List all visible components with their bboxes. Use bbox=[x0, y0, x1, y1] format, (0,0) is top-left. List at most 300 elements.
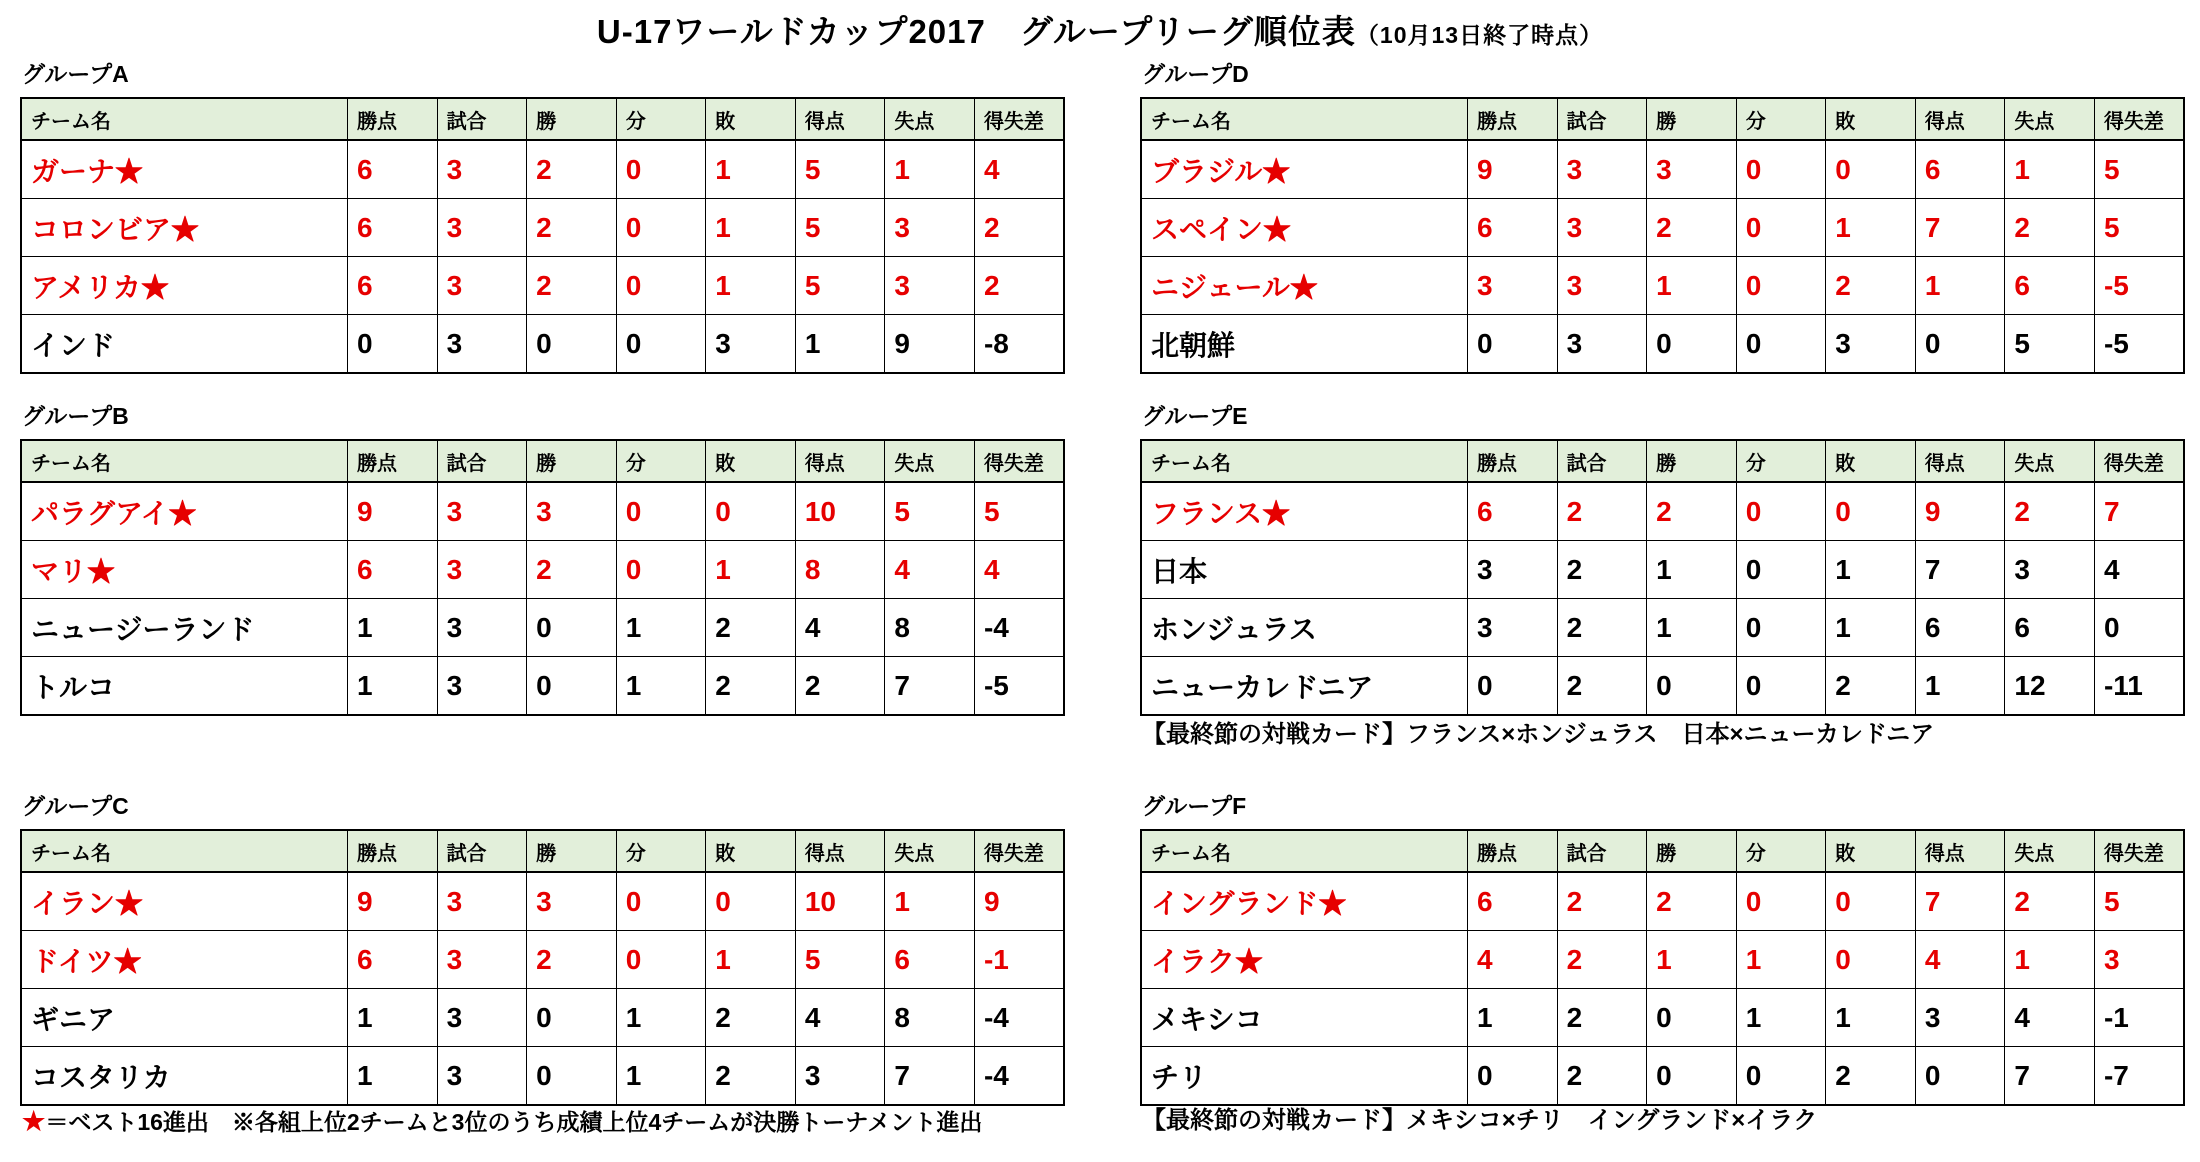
stat-cell: 2 bbox=[974, 257, 1064, 315]
stat-cell: 2 bbox=[2005, 199, 2095, 257]
stat-cell: 0 bbox=[2094, 599, 2184, 657]
stat-cell: 0 bbox=[1468, 657, 1558, 716]
team-row bbox=[21, 989, 1064, 1047]
stat-cell: 5 bbox=[2005, 315, 2095, 374]
stat-cell: -5 bbox=[2094, 315, 2184, 374]
stat-cell: 1 bbox=[1915, 657, 2005, 716]
stat-cell: 0 bbox=[527, 989, 617, 1047]
stat-cell: 0 bbox=[1736, 482, 1826, 541]
stat-cell: 1 bbox=[706, 257, 796, 315]
column-header: 得点 bbox=[795, 830, 885, 872]
stat-cell: 2 bbox=[1647, 199, 1737, 257]
team-name-cell: パラグアイ★ bbox=[21, 482, 348, 541]
stat-cell: 2 bbox=[1557, 1047, 1647, 1106]
team-row bbox=[21, 140, 1064, 199]
stat-cell: 1 bbox=[616, 989, 706, 1047]
stat-cell: 0 bbox=[527, 657, 617, 716]
stat-cell: 2 bbox=[527, 257, 617, 315]
stat-cell: 1 bbox=[348, 989, 438, 1047]
stat-cell: 2 bbox=[706, 989, 796, 1047]
team-row bbox=[1141, 989, 2184, 1047]
stat-cell: 5 bbox=[2094, 872, 2184, 931]
stat-cell: 3 bbox=[1468, 541, 1558, 599]
column-header: 勝点 bbox=[348, 440, 438, 482]
stat-cell: 3 bbox=[1468, 257, 1558, 315]
column-header: 試合 bbox=[1557, 98, 1647, 140]
column-header: 敗 bbox=[1826, 440, 1916, 482]
stat-cell: 6 bbox=[1468, 872, 1558, 931]
stat-cell: 3 bbox=[437, 140, 527, 199]
standings-table bbox=[1140, 829, 2185, 1106]
group-d-section bbox=[1140, 60, 2185, 374]
stat-cell: 1 bbox=[1647, 257, 1737, 315]
stat-cell: 9 bbox=[1468, 140, 1558, 199]
team-row bbox=[1141, 140, 2184, 199]
column-header: 失点 bbox=[885, 440, 975, 482]
column-header: 分 bbox=[616, 440, 706, 482]
team-name-cell: ニュージーランド bbox=[21, 599, 348, 657]
stat-cell: 7 bbox=[1915, 872, 2005, 931]
stat-cell: 9 bbox=[348, 482, 438, 541]
stat-cell: 8 bbox=[885, 989, 975, 1047]
team-name-cell: ホンジュラス bbox=[1141, 599, 1468, 657]
stat-cell: 4 bbox=[1915, 931, 2005, 989]
stat-cell: 6 bbox=[348, 541, 438, 599]
stat-cell: 2 bbox=[706, 599, 796, 657]
stat-cell: 3 bbox=[706, 315, 796, 374]
team-name-cell: 日本 bbox=[1141, 541, 1468, 599]
column-header: 敗 bbox=[706, 98, 796, 140]
stat-cell: 3 bbox=[437, 1047, 527, 1106]
team-name-cell: ギニア bbox=[21, 989, 348, 1047]
stat-cell: 2 bbox=[1557, 657, 1647, 716]
stat-cell: 3 bbox=[527, 872, 617, 931]
column-header: 得失差 bbox=[974, 98, 1064, 140]
column-header: 得失差 bbox=[2094, 830, 2184, 872]
team-name-cell: ニジェール★ bbox=[1141, 257, 1468, 315]
stat-cell: 4 bbox=[885, 541, 975, 599]
column-header: 勝点 bbox=[1468, 440, 1558, 482]
stat-cell: 0 bbox=[1915, 315, 2005, 374]
header-row bbox=[21, 440, 1064, 482]
stat-cell: 1 bbox=[2005, 140, 2095, 199]
column-header: 失点 bbox=[2005, 440, 2095, 482]
stat-cell: 6 bbox=[2005, 257, 2095, 315]
stat-cell: 0 bbox=[616, 199, 706, 257]
stat-cell: 4 bbox=[974, 541, 1064, 599]
stat-cell: 6 bbox=[348, 257, 438, 315]
stat-cell: 2 bbox=[706, 657, 796, 716]
stat-cell: 2 bbox=[1647, 482, 1737, 541]
column-header: 失点 bbox=[2005, 830, 2095, 872]
stat-cell: 5 bbox=[795, 931, 885, 989]
stat-cell: 3 bbox=[885, 199, 975, 257]
column-header: 敗 bbox=[706, 830, 796, 872]
stat-cell: 7 bbox=[2005, 1047, 2095, 1106]
team-row bbox=[1141, 657, 2184, 716]
stat-cell: 0 bbox=[1736, 1047, 1826, 1106]
stat-cell: 2 bbox=[1826, 1047, 1916, 1106]
team-name-cell: イングランド★ bbox=[1141, 872, 1468, 931]
stat-cell: 3 bbox=[2094, 931, 2184, 989]
group-label: グループE bbox=[1142, 403, 1248, 429]
stat-cell: 2 bbox=[1826, 657, 1916, 716]
stat-cell: 0 bbox=[1915, 1047, 2005, 1106]
stat-cell: 2 bbox=[1557, 931, 1647, 989]
stat-cell: 6 bbox=[1915, 599, 2005, 657]
column-header: 勝点 bbox=[348, 98, 438, 140]
stat-cell: 2 bbox=[1557, 599, 1647, 657]
team-name-cell: インド bbox=[21, 315, 348, 374]
stat-cell: 1 bbox=[885, 872, 975, 931]
header-row bbox=[21, 830, 1064, 872]
stat-cell: 6 bbox=[348, 931, 438, 989]
stat-cell: 3 bbox=[1557, 315, 1647, 374]
stat-cell: 0 bbox=[527, 1047, 617, 1106]
team-name-cell: 北朝鮮 bbox=[1141, 315, 1468, 374]
stat-cell: 12 bbox=[2005, 657, 2095, 716]
stat-cell: 3 bbox=[527, 482, 617, 541]
team-row bbox=[1141, 482, 2184, 541]
stat-cell: 5 bbox=[795, 140, 885, 199]
stat-cell: 1 bbox=[706, 541, 796, 599]
team-name-cell: スペイン★ bbox=[1141, 199, 1468, 257]
stat-cell: 1 bbox=[348, 657, 438, 716]
stat-cell: 1 bbox=[795, 315, 885, 374]
stat-cell: 6 bbox=[348, 199, 438, 257]
team-row bbox=[21, 1047, 1064, 1106]
stat-cell: 7 bbox=[1915, 541, 2005, 599]
stat-cell: 0 bbox=[1736, 140, 1826, 199]
stat-cell: 1 bbox=[1647, 931, 1737, 989]
column-header: チーム名 bbox=[21, 440, 348, 482]
stat-cell: 2 bbox=[527, 199, 617, 257]
column-header: 勝点 bbox=[1468, 98, 1558, 140]
column-header: 失点 bbox=[2005, 98, 2095, 140]
column-header: 勝点 bbox=[1468, 830, 1558, 872]
team-name-cell: ガーナ★ bbox=[21, 140, 348, 199]
team-name-cell: マリ★ bbox=[21, 541, 348, 599]
stat-cell: 0 bbox=[1826, 140, 1916, 199]
stat-cell: 0 bbox=[706, 872, 796, 931]
stat-cell: 1 bbox=[348, 599, 438, 657]
stat-cell: 0 bbox=[1736, 315, 1826, 374]
team-name-cell: フランス★ bbox=[1141, 482, 1468, 541]
stat-cell: -5 bbox=[974, 657, 1064, 716]
stat-cell: 3 bbox=[437, 599, 527, 657]
stat-cell: 1 bbox=[2005, 931, 2095, 989]
stat-cell: 0 bbox=[348, 315, 438, 374]
stat-cell: 0 bbox=[1826, 931, 1916, 989]
team-row bbox=[1141, 1047, 2184, 1106]
team-row bbox=[21, 199, 1064, 257]
stat-cell: 1 bbox=[1826, 199, 1916, 257]
stat-cell: 3 bbox=[437, 931, 527, 989]
team-row bbox=[1141, 931, 2184, 989]
stat-cell: 2 bbox=[2005, 872, 2095, 931]
stat-cell: 5 bbox=[974, 482, 1064, 541]
column-header: 勝 bbox=[527, 98, 617, 140]
team-name-cell: チリ bbox=[1141, 1047, 1468, 1106]
stat-cell: 1 bbox=[1736, 931, 1826, 989]
column-header: 勝 bbox=[1647, 830, 1737, 872]
stat-cell: 6 bbox=[1915, 140, 2005, 199]
stat-cell: -11 bbox=[2094, 657, 2184, 716]
stat-cell: 9 bbox=[974, 872, 1064, 931]
column-header: 勝点 bbox=[348, 830, 438, 872]
header-row bbox=[1141, 98, 2184, 140]
stat-cell: 1 bbox=[1826, 541, 1916, 599]
column-header: 敗 bbox=[1826, 98, 1916, 140]
column-header: 失点 bbox=[885, 98, 975, 140]
column-header: 勝 bbox=[1647, 98, 1737, 140]
stat-cell: 0 bbox=[1736, 257, 1826, 315]
column-header: 試合 bbox=[1557, 830, 1647, 872]
page-title bbox=[0, 6, 2200, 53]
stat-cell: -1 bbox=[974, 931, 1064, 989]
stat-cell: 0 bbox=[1736, 599, 1826, 657]
stat-cell: 0 bbox=[616, 315, 706, 374]
team-row bbox=[1141, 541, 2184, 599]
stat-cell: 3 bbox=[437, 657, 527, 716]
stat-cell: 2 bbox=[1557, 989, 1647, 1047]
stat-cell: 2 bbox=[795, 657, 885, 716]
stat-cell: 3 bbox=[1647, 140, 1737, 199]
stat-cell: 3 bbox=[1557, 199, 1647, 257]
stat-cell: 2 bbox=[1557, 482, 1647, 541]
column-header: 敗 bbox=[1826, 830, 1916, 872]
stat-cell: -1 bbox=[2094, 989, 2184, 1047]
stat-cell: 0 bbox=[527, 315, 617, 374]
stat-cell: 0 bbox=[1468, 1047, 1558, 1106]
header-row bbox=[1141, 830, 2184, 872]
qualified-star-icon: ★ bbox=[22, 1106, 46, 1136]
column-header: 敗 bbox=[706, 440, 796, 482]
stat-cell: 1 bbox=[885, 140, 975, 199]
column-header: チーム名 bbox=[1141, 830, 1468, 872]
group-f-final-matches-note: 【最終節の対戦カード】メキシコ×チリ イングランド×イラク bbox=[1142, 1107, 1818, 1134]
stat-cell: 4 bbox=[2094, 541, 2184, 599]
stat-cell: 5 bbox=[885, 482, 975, 541]
stat-cell: -5 bbox=[2094, 257, 2184, 315]
stat-cell: 0 bbox=[616, 872, 706, 931]
column-header: 勝 bbox=[527, 440, 617, 482]
stat-cell: 3 bbox=[885, 257, 975, 315]
team-row bbox=[1141, 257, 2184, 315]
stat-cell: 3 bbox=[795, 1047, 885, 1106]
team-row bbox=[21, 315, 1064, 374]
standings-table bbox=[1140, 97, 2185, 374]
column-header: 得失差 bbox=[974, 830, 1064, 872]
stat-cell: 3 bbox=[437, 989, 527, 1047]
stat-cell: 3 bbox=[437, 199, 527, 257]
stat-cell: 1 bbox=[1736, 989, 1826, 1047]
column-header: チーム名 bbox=[1141, 98, 1468, 140]
stat-cell: 1 bbox=[706, 140, 796, 199]
group-label: グループD bbox=[1142, 61, 1249, 87]
team-row bbox=[1141, 599, 2184, 657]
column-header: 失点 bbox=[885, 830, 975, 872]
column-header: 分 bbox=[1736, 440, 1826, 482]
stat-cell: 0 bbox=[527, 599, 617, 657]
team-name-cell: イラク★ bbox=[1141, 931, 1468, 989]
stat-cell: 2 bbox=[974, 199, 1064, 257]
stat-cell: 1 bbox=[1826, 599, 1916, 657]
stat-cell: 0 bbox=[616, 931, 706, 989]
stat-cell: 2 bbox=[1647, 872, 1737, 931]
stat-cell: 4 bbox=[974, 140, 1064, 199]
column-header: チーム名 bbox=[21, 830, 348, 872]
title-sub: （10月13日終了時点） bbox=[1355, 22, 1604, 48]
stat-cell: 2 bbox=[1557, 541, 1647, 599]
stat-cell: 1 bbox=[616, 599, 706, 657]
team-row bbox=[21, 657, 1064, 716]
column-header: 得点 bbox=[1915, 98, 2005, 140]
group-a-section bbox=[20, 60, 1065, 374]
stat-cell: 1 bbox=[706, 199, 796, 257]
stat-cell: 1 bbox=[616, 657, 706, 716]
column-header: 試合 bbox=[437, 830, 527, 872]
header-row bbox=[21, 98, 1064, 140]
stat-cell: 0 bbox=[1647, 1047, 1737, 1106]
stat-cell: 4 bbox=[2005, 989, 2095, 1047]
stat-cell: 4 bbox=[795, 989, 885, 1047]
column-header: 勝 bbox=[527, 830, 617, 872]
column-header: 分 bbox=[616, 98, 706, 140]
stat-cell: 4 bbox=[795, 599, 885, 657]
stat-cell: 0 bbox=[1826, 482, 1916, 541]
stat-cell: 7 bbox=[885, 1047, 975, 1106]
group-e-final-matches-note: 【最終節の対戦カード】フランス×ホンジュラス 日本×ニューカレドニア bbox=[1142, 721, 1935, 748]
stat-cell: 9 bbox=[885, 315, 975, 374]
column-header: チーム名 bbox=[21, 98, 348, 140]
team-name-cell: ニューカレドニア bbox=[1141, 657, 1468, 716]
stat-cell: 9 bbox=[348, 872, 438, 931]
team-name-cell: ドイツ★ bbox=[21, 931, 348, 989]
stat-cell: 3 bbox=[437, 482, 527, 541]
stat-cell: 5 bbox=[2094, 140, 2184, 199]
stat-cell: 3 bbox=[1468, 599, 1558, 657]
stat-cell: 0 bbox=[1736, 199, 1826, 257]
stat-cell: 1 bbox=[1915, 257, 2005, 315]
stat-cell: 8 bbox=[885, 599, 975, 657]
stat-cell: 3 bbox=[1557, 257, 1647, 315]
stat-cell: 3 bbox=[437, 315, 527, 374]
stat-cell: 0 bbox=[1736, 872, 1826, 931]
stat-cell: 1 bbox=[616, 1047, 706, 1106]
stat-cell: 1 bbox=[1647, 599, 1737, 657]
stat-cell: 4 bbox=[1468, 931, 1558, 989]
group-label: グループB bbox=[22, 403, 129, 429]
column-header: 分 bbox=[1736, 830, 1826, 872]
stat-cell: 7 bbox=[885, 657, 975, 716]
group-f-section bbox=[1140, 792, 2185, 1106]
standings-table bbox=[1140, 439, 2185, 716]
stat-cell: 2 bbox=[706, 1047, 796, 1106]
stat-cell: 2 bbox=[1557, 872, 1647, 931]
stat-cell: 8 bbox=[795, 541, 885, 599]
stat-cell: 1 bbox=[1826, 989, 1916, 1047]
stat-cell: 0 bbox=[1647, 989, 1737, 1047]
legend-text: ＝ベスト16進出 ※各組上位2チームと3位のうち成績上位4チームが決勝トーナメント進出 bbox=[45, 1109, 983, 1135]
stat-cell: 6 bbox=[348, 140, 438, 199]
stat-cell: 1 bbox=[1647, 541, 1737, 599]
stat-cell: 6 bbox=[2005, 599, 2095, 657]
stat-cell: 10 bbox=[795, 482, 885, 541]
stat-cell: 0 bbox=[1736, 541, 1826, 599]
team-row bbox=[21, 599, 1064, 657]
stat-cell: -4 bbox=[974, 989, 1064, 1047]
column-header: 試合 bbox=[1557, 440, 1647, 482]
team-row bbox=[21, 541, 1064, 599]
stat-cell: 1 bbox=[706, 931, 796, 989]
stat-cell: 0 bbox=[1468, 315, 1558, 374]
title-main: U-17ワールドカップ2017 グループリーグ順位表 bbox=[596, 13, 1356, 50]
stat-cell: 10 bbox=[795, 872, 885, 931]
team-row bbox=[1141, 315, 2184, 374]
team-name-cell: トルコ bbox=[21, 657, 348, 716]
stat-cell: 0 bbox=[706, 482, 796, 541]
stat-cell: 1 bbox=[1468, 989, 1558, 1047]
stat-cell: 7 bbox=[2094, 482, 2184, 541]
group-label: グループC bbox=[22, 793, 129, 819]
stat-cell: 2 bbox=[527, 140, 617, 199]
column-header: 得点 bbox=[795, 440, 885, 482]
stat-cell: 0 bbox=[616, 140, 706, 199]
stat-cell: -7 bbox=[2094, 1047, 2184, 1106]
column-header: 試合 bbox=[437, 440, 527, 482]
column-header: 得点 bbox=[1915, 830, 2005, 872]
team-row bbox=[1141, 872, 2184, 931]
legend-note bbox=[22, 1106, 982, 1137]
stat-cell: 2 bbox=[527, 541, 617, 599]
stat-cell: 0 bbox=[1647, 657, 1737, 716]
column-header: 分 bbox=[1736, 98, 1826, 140]
stat-cell: 9 bbox=[1915, 482, 2005, 541]
standings-table bbox=[20, 97, 1065, 374]
group-label: グループF bbox=[1142, 793, 1247, 819]
stat-cell: 6 bbox=[1468, 199, 1558, 257]
team-row bbox=[21, 872, 1064, 931]
stat-cell: -8 bbox=[974, 315, 1064, 374]
standings-table bbox=[20, 439, 1065, 716]
stat-cell: 3 bbox=[437, 872, 527, 931]
team-row bbox=[21, 482, 1064, 541]
header-row bbox=[1141, 440, 2184, 482]
stat-cell: 3 bbox=[1557, 140, 1647, 199]
stat-cell: 5 bbox=[795, 199, 885, 257]
stat-cell: 6 bbox=[1468, 482, 1558, 541]
stat-cell: 0 bbox=[616, 541, 706, 599]
team-name-cell: アメリカ★ bbox=[21, 257, 348, 315]
team-row bbox=[1141, 199, 2184, 257]
stat-cell: 0 bbox=[616, 257, 706, 315]
team-name-cell: メキシコ bbox=[1141, 989, 1468, 1047]
column-header: 勝 bbox=[1647, 440, 1737, 482]
column-header: 得失差 bbox=[2094, 440, 2184, 482]
column-header: 分 bbox=[616, 830, 706, 872]
stat-cell: 1 bbox=[348, 1047, 438, 1106]
team-row bbox=[21, 257, 1064, 315]
column-header: 得点 bbox=[1915, 440, 2005, 482]
team-row bbox=[21, 931, 1064, 989]
column-header: 得失差 bbox=[2094, 98, 2184, 140]
group-c-section bbox=[20, 792, 1065, 1106]
column-header: チーム名 bbox=[1141, 440, 1468, 482]
stat-cell: 3 bbox=[437, 541, 527, 599]
stat-cell: 7 bbox=[1915, 199, 2005, 257]
stat-cell: 2 bbox=[1826, 257, 1916, 315]
